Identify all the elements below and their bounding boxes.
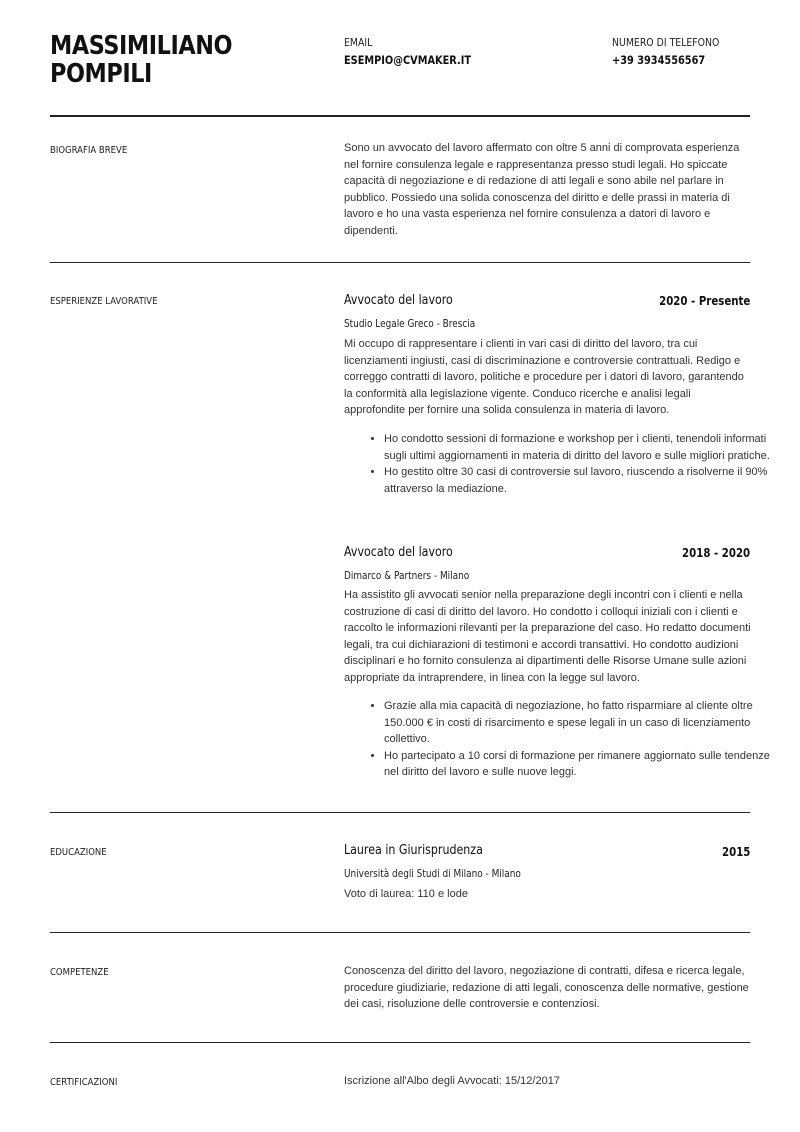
phone-value: +39 3934556567 <box>612 53 706 67</box>
experience-divider <box>50 812 750 813</box>
experience-label: ESPERIENZE LAVORATIVE <box>50 296 158 307</box>
job-1-bullets <box>366 431 770 497</box>
bio-text: Sono un avvocato del lavoro affermato con oltre 5 anni di comprovata esperienza nel fornire consulenza legale e rappresentanza presso studi legali. Ho spiccate capacità di negoziazione e di redazione di atti legali e sono abile nel parlare in pubblico. Possiedo una solida conoscenza del diritto e delle prassi in materia di lavoro e ho una vasta esperienza nel fornire consulenza a datori di lavoro e dipendenti. <box>344 142 740 237</box>
name-line-1: MASSIMILIANO <box>50 31 233 61</box>
job-1-description: Mi occupo di rappresentare i clienti in vari casi di diritto del lavoro, tra cui licenziamenti ingiusti, casi di discriminazione e controversie contrattuali. Redigo e correggo contratti di lavoro, politiche e procedure per i datori di lavoro, garantendo la conformità alla legislazione vigente. Conduco ricerche e analisi legali approfondite per fornire una solida consulenza in materia di lavoro. <box>344 338 744 416</box>
email-value: ESEMPIO@CVMAKER.IT <box>344 53 472 67</box>
education-divider <box>50 932 750 933</box>
name-line-2: POMPILI <box>50 59 152 89</box>
certifications-label: CERTIFICAZIONI <box>50 1077 118 1088</box>
job-1-company: Studio Legale Greco - Brescia <box>344 318 476 330</box>
certifications-text: Iscrizione all'Albo degli Avvocati: 15/12/2017 <box>344 1075 560 1087</box>
job-2-description: Ha assistito gli avvocati senior nella preparazione degli incontri con i clienti e nella costruzione di casi di diritto del lavoro. Ho condotto i colloqui iniziali con i clienti e raccolto le informazioni rilevanti per la preparazione del caso. Ho redatto documenti legali, tra cui dichiarazioni di testimoni e accordi transattivi. Ho condotto audizioni disciplinari e ho fornito consulenza ai dipartimenti delle Risorse Umane sulle azioni appropriate da intraprendere, in linea con la legge sul lavoro. <box>344 589 751 684</box>
job-1-dates: 2020 - Presente <box>658 294 750 308</box>
job-1-title: Avvocato del lavoro <box>344 293 453 308</box>
job-2-bullet-2: • Ho partecipato a 10 corsi di formazione per rimanere aggiornato sulle tendenze nel diritto del lavoro e sulle nuove leggi. <box>384 748 770 781</box>
job-2-bullet-1: • Grazie alla mia capacità di negoziazione, ho fatto risparmiare al cliente oltre 150.000 € in costi di risarcimento e spese legali in un caso di licenziamento collettivo. <box>384 698 770 748</box>
skills-label: COMPETENZE <box>50 967 109 978</box>
phone-label: NUMERO DI TELEFONO <box>612 36 720 49</box>
bio-divider <box>50 262 750 263</box>
job-2-bullets <box>366 698 770 781</box>
job-2-dates: 2018 - 2020 <box>681 546 750 560</box>
job-2-company: Dimarco & Partners - Milano <box>344 570 470 582</box>
email-label: EMAIL <box>344 36 373 49</box>
education-year: 2015 <box>721 845 750 859</box>
job-1-bullet-2: • Ho gestito oltre 30 casi di controversie sul lavoro, riuscendo a risolverne il 90% attraverso la mediazione. <box>384 464 770 497</box>
education-grade: Voto di laurea: 110 e lode <box>344 888 468 900</box>
skills-divider <box>50 1042 750 1043</box>
education-label: EDUCAZIONE <box>50 847 107 858</box>
header-divider <box>50 115 750 117</box>
email-block <box>344 36 493 67</box>
job-2-title: Avvocato del lavoro <box>344 545 453 560</box>
skills-text: Conoscenza del diritto del lavoro, negoziazione di contratti, difesa e ricerca legale, procedure giudiziarie, redazione di atti legali, conoscenza delle normative, gestione dei casi, risoluzione delle controversie e contenziosi. <box>344 965 749 1010</box>
education-school: Università degli Studi di Milano - Milano <box>344 868 521 880</box>
bio-label: BIOGRAFIA BREVE <box>50 145 128 156</box>
job-1-bullet-1: • Ho condotto sessioni di formazione e workshop per i clienti, tenendoli informati sugli ultimi aggiornamenti in materia di diritto del lavoro e sulle migliori pratiche. <box>384 431 770 464</box>
phone-block <box>612 36 738 67</box>
candidate-name <box>50 32 274 88</box>
education-degree: Laurea in Giurisprudenza <box>344 843 483 858</box>
